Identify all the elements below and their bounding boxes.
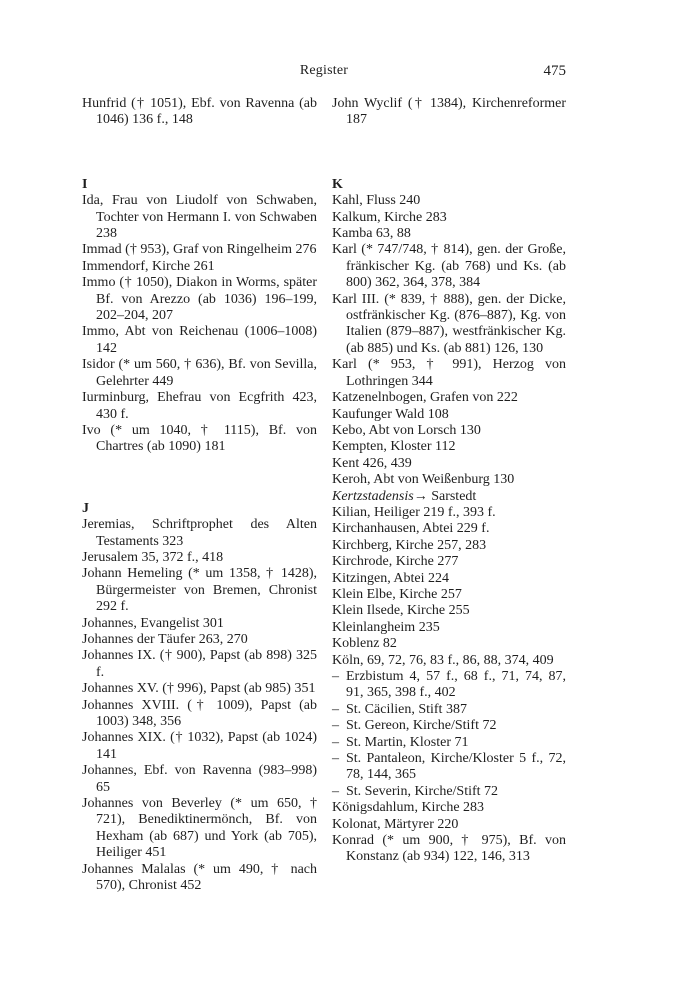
index-entry: Kleinlangheim 235 [332,619,440,635]
index-entry: Katzenelnbogen, Grafen von 222 [332,390,518,406]
index-entry: Iurminburg, Ehefrau von Ecgfrith 423, 430 f. [82,390,317,422]
index-entry: Klein Elbe, Kirche 257 [332,586,462,602]
index-entry: Johannes, Evangelist 301 [82,615,224,631]
subentry-text: St. Pantaleon, Kirche/Kloster 5 f., 72, 78, 144, 365 [346,751,566,783]
subentry-text: St. Cäcilien, Stift 387 [346,701,467,717]
index-entry: Johannes der Täufer 263, 270 [82,631,248,647]
section-letter-j: J [82,500,89,516]
index-entry: Johannes von Beverley (* um 650, † 721), Benediktinermönch, Bf. von Hexham (ab 687) und York (ab 705), Heiliger 451 [82,796,317,861]
index-entry: Kalkum, Kirche 283 [332,209,447,225]
left-top-entries [82,96,317,129]
index-entry: Johannes XVIII. († 1009), Papst (ab 1003) 348, 356 [82,697,317,729]
right-column [332,96,566,866]
index-entry: Immad († 953), Graf von Ringelheim 276 [82,242,317,258]
index-entry: Jeremias, Schriftprophet des Alten Testaments 323 [82,517,317,549]
subentry-text: St. Severin, Kirche/Stift 72 [346,783,499,799]
index-entry: Karl III. (* 839, † 888), gen. der Dicke, ostfränkischer Kg. (876–887), Kg. von Italien (879–887), westfränkischer Kg. (ab 885) und Ks. (ab 881) 126, 130 [332,291,566,356]
index-entry: Kaufunger Wald 108 [332,406,449,422]
index-entry: Konrad (* um 900, † 975), Bf. von Konstanz (ab 934) 122, 146, 313 [332,833,566,865]
section-i-entries [82,193,317,456]
index-entry: Karl (* 953, † 991), Herzog von Lothringen 344 [332,357,566,389]
index-entry: Königsdahlum, Kirche 283 [332,800,485,816]
index-entry: Johannes XIX. († 1032), Papst (ab 1024) 141 [82,730,317,762]
index-entry: Klein Ilsede, Kirche 255 [332,603,470,619]
index-entry: Kitzingen, Abtei 224 [332,570,450,586]
section-letter-k: K [332,176,343,192]
subentry-text: St. Gereon, Kirche/Stift 72 [346,718,497,734]
index-entry: Kilian, Heiliger 219 f., 393 f. [332,504,496,520]
index-entry: Köln, 69, 72, 76, 83 f., 86, 88, 374, 409 [332,652,554,668]
section-letter-i: I [82,176,88,192]
index-entry: Kirchberg, Kirche 257, 283 [332,537,487,553]
index-entry: Isidor (* um 560, † 636), Bf. von Sevilla, Gelehrter 449 [82,357,317,389]
cross-reference-target[interactable]: → Sarstedt [413,488,477,504]
index-entry: Hunfrid († 1051), Ebf. von Ravenna (ab 1046) 136 f., 148 [82,96,317,128]
index-subentry [332,751,566,784]
index-entry: Johannes IX. († 900), Papst (ab 898) 325 f. [82,648,317,680]
page-number: 475 [543,63,566,79]
index-entry: Keroh, Abt von Weißenburg 130 [332,472,515,488]
index-entry: Kolonat, Märtyrer 220 [332,816,459,832]
index-subentry [332,669,566,702]
subentry-dash: – [332,751,339,767]
index-entry: Immo, Abt von Reichenau (1006–1008) 142 [82,324,317,356]
index-subentry [332,702,566,718]
index-entry: Johann Hemeling (* um 1358, † 1428), Bürgermeister von Bremen, Chronist 292 f. [82,566,317,615]
index-entry: Kirchanhausen, Abtei 229 f. [332,521,490,537]
subentry-dash: – [332,718,339,734]
section-k-entries [332,193,566,866]
cross-reference-entry [332,489,566,505]
index-subentry [332,784,566,800]
index-entry: Kebo, Abt von Lorsch 130 [332,422,481,438]
cross-reference-term: Kertzstadensis [332,488,414,504]
index-subentry [332,735,566,751]
section-j-entries [82,517,317,894]
left-column [82,96,317,894]
index-entry: Kent 426, 439 [332,455,412,471]
index-entry: Kirchrode, Kirche 277 [332,554,459,570]
index-entry: Kempten, Kloster 112 [332,439,456,455]
index-entry: Karl (* 747/748, † 814), gen. der Große, fränkischer Kg. (ab 768) und Ks. (ab 800) 362, 364, 378, 384 [332,242,566,291]
index-entry: Ivo (* um 1040, † 1115), Bf. von Chartres (ab 1090) 181 [82,422,317,455]
page-header [82,63,566,83]
subentry-text: Erzbistum 4, 57 f., 68 f., 71, 74, 87, 91, 365, 398 f., 402 [346,669,566,701]
index-entry: Ida, Frau von Liudolf von Schwaben, Tochter von Hermann I. von Schwaben 238 [82,193,317,242]
index-entry: Johannes Malalas (* um 490, † nach 570), Chronist 452 [82,861,317,894]
subentry-text: St. Martin, Kloster 71 [346,734,469,750]
index-entry: Jerusalem 35, 372 f., 418 [82,549,224,565]
index-entry: Koblenz 82 [332,636,397,652]
index-entry: Immo († 1050), Diakon in Worms, später Bf. von Arezzo (ab 1036) 196–199, 202–204, 207 [82,275,317,324]
subentry-dash: – [332,669,339,684]
index-subentry [332,718,566,734]
running-title: Register [299,63,349,78]
index-entry: Johannes, Ebf. von Ravenna (983–998) 65 [82,763,317,795]
right-top-entries [332,96,566,129]
subentry-dash: – [332,734,339,750]
index-entry: Kahl, Fluss 240 [332,193,421,209]
index-entry: Kamba 63, 88 [332,226,411,242]
subentry-dash: – [332,701,339,717]
index-entry: John Wyclif († 1384), Kirchenreformer 187 [332,96,566,128]
index-entry: Johannes XV. († 996), Papst (ab 985) 351 [82,681,316,697]
subentry-dash: – [332,783,339,799]
index-entry: Immendorf, Kirche 261 [82,258,215,274]
